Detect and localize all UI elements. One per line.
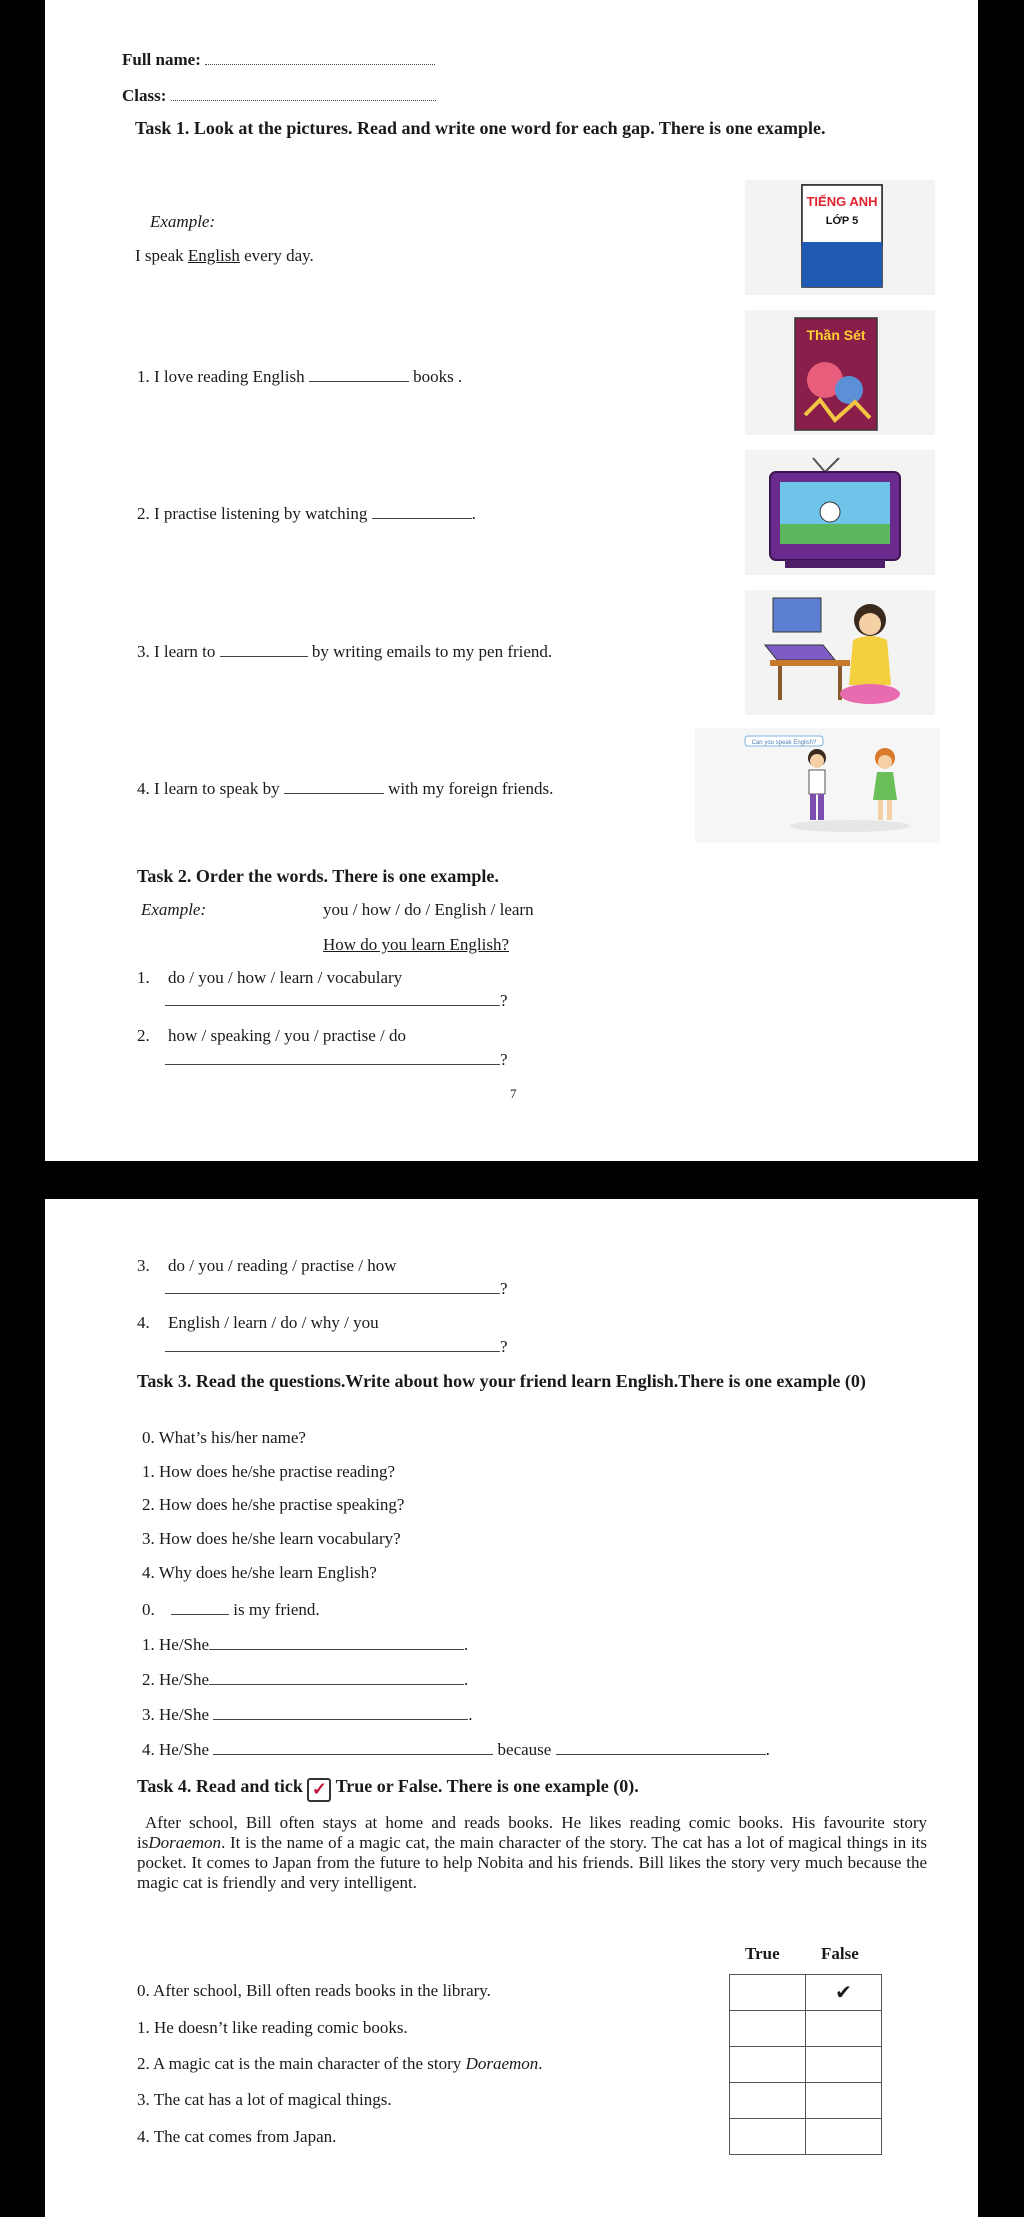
task2-item-3-gap[interactable] — [165, 1281, 500, 1294]
task1-item-3: 3. I learn to by writing emails to my pen friend. — [137, 642, 553, 661]
task2-item-2-gap[interactable] — [165, 1052, 500, 1065]
task4-statement-0: 0. After school, Bill often reads books in the library. — [137, 1981, 491, 2000]
task4-statement-4: 4. The cat comes from Japan. — [137, 2127, 337, 2146]
task3-answer-1: 1. He/She . — [142, 1635, 469, 1654]
task2-item-1-gap[interactable] — [165, 993, 500, 1006]
book-title: TIẾNG ANH — [806, 194, 878, 209]
task2-example-words: you / how / do / English / learn — [323, 900, 534, 919]
task4-passage: After school, Bill often stays at home and reads books. He likes reading comic books. His favourite story isDoraemon. It is the name of a magic cat, the main character of the story. The cat has a lot of magical things in its pocket. It comes to Japan from the future to help Nobita and his friends. Bill likes the story very much because the magic cat is friendly and very intelligent. — [137, 1813, 927, 1892]
task3-answer-2: 2. He/She . — [142, 1670, 469, 1689]
task3-question-0: 0. What’s his/her name? — [142, 1428, 306, 1447]
task4-title: Task 4. Read and tick ✓ True or False. There is one example (0). — [137, 1776, 639, 1802]
task3-answer-4-gap-a[interactable] — [213, 1742, 493, 1755]
task2-item-4-answer: ? — [165, 1337, 508, 1357]
class-field[interactable] — [171, 88, 436, 101]
task2-example-label: Example: — [141, 900, 207, 919]
true-cell-4[interactable] — [730, 2119, 806, 2155]
stray-mark: 7 — [510, 1086, 517, 1101]
true-cell-0[interactable] — [730, 1975, 806, 2011]
false-column-header: False — [821, 1944, 859, 1963]
task2-title: Task 2. Order the words. There is one example. — [137, 866, 499, 886]
task2-item-4: 4. English / learn / do / why / you — [137, 1313, 379, 1332]
task3-answer-4-gap-b[interactable] — [556, 1742, 766, 1755]
task3-answer-0-gap[interactable] — [171, 1602, 229, 1615]
comic-title: Thần Sét — [806, 327, 866, 343]
english-textbook-picture — [745, 180, 935, 295]
task3-answer-2-gap[interactable] — [209, 1672, 464, 1685]
task1-item-4: 4. I learn to speak by with my foreign friends. — [137, 779, 554, 798]
task3-title: Task 3. Read the questions.Write about how your friend learn English.There is one example (0) — [137, 1371, 866, 1391]
full-name-row — [122, 50, 435, 70]
full-name-label: Full name: — [122, 50, 201, 69]
task3-answer-1-gap[interactable] — [209, 1637, 464, 1650]
false-cell-0[interactable]: ✔ — [806, 1975, 882, 2011]
task3-question-2: 2. How does he/she practise speaking? — [142, 1495, 405, 1514]
television-picture — [745, 450, 935, 575]
task3-question-3: 3. How does he/she learn vocabulary? — [142, 1529, 401, 1548]
task1-item-4-gap[interactable] — [284, 781, 384, 794]
false-cell-4[interactable] — [806, 2119, 882, 2155]
worksheet-page-1 — [45, 0, 978, 1161]
task3-answer-4: 4. He/She because . — [142, 1740, 770, 1759]
true-cell-1[interactable] — [730, 2011, 806, 2047]
task1-item-1-gap[interactable] — [309, 369, 409, 382]
task2-item-3: 3. do / you / reading / practise / how — [137, 1256, 397, 1275]
false-cell-3[interactable] — [806, 2083, 882, 2119]
full-name-field[interactable] — [205, 52, 435, 65]
children-talking-picture — [695, 728, 940, 843]
task2-item-3-answer: ? — [165, 1279, 508, 1299]
task1-item-3-gap[interactable] — [220, 644, 308, 657]
task4-statement-1: 1. He doesn’t like reading comic books. — [137, 2018, 408, 2037]
true-false-table — [729, 1974, 882, 2155]
task4-statement-3: 3. The cat has a lot of magical things. — [137, 2090, 392, 2109]
table-row — [730, 1975, 882, 2011]
task2-item-2-answer: ? — [165, 1050, 508, 1070]
task3-answer-0: 0. is my friend. — [142, 1600, 320, 1619]
task1-item-2: 2. I practise listening by watching . — [137, 504, 476, 523]
task1-example-sentence: I speak English every day. — [135, 246, 314, 265]
speech-bubble-text: Can you speak English? — [751, 740, 817, 746]
task1-item-2-gap[interactable] — [372, 506, 472, 519]
task1-item-1: 1. I love reading English books . — [137, 367, 463, 386]
false-cell-2[interactable] — [806, 2047, 882, 2083]
true-cell-2[interactable] — [730, 2047, 806, 2083]
worksheet-page-2 — [45, 1199, 978, 2217]
task2-item-4-gap[interactable] — [165, 1339, 500, 1352]
task3-question-1: 1. How does he/she practise reading? — [142, 1462, 396, 1481]
task2-item-2: 2. how / speaking / you / practise / do — [137, 1026, 406, 1045]
book-grade: LỚP 5 — [825, 215, 859, 227]
task3-question-4: 4. Why does he/she learn English? — [142, 1563, 377, 1582]
class-label: Class: — [122, 86, 167, 105]
task2-example-answer: How do you learn English? — [323, 935, 510, 954]
table-row — [730, 2083, 882, 2119]
task1-example-label: Example: — [150, 212, 216, 231]
table-row — [730, 2119, 882, 2155]
true-column-header: True — [745, 1944, 780, 1963]
task2-item-1: 1. do / you / how / learn / vocabulary — [137, 968, 403, 987]
girl-with-laptop-picture — [745, 590, 935, 715]
tick-box-icon: ✓ — [307, 1778, 331, 1802]
false-cell-1[interactable] — [806, 2011, 882, 2047]
table-row — [730, 2011, 882, 2047]
task2-item-1-answer: ? — [165, 991, 508, 1011]
task3-answer-3: 3. He/She . — [142, 1705, 473, 1724]
task4-statement-2: 2. A magic cat is the main character of the story Doraemon. — [137, 2054, 543, 2073]
task1-title: Task 1. Look at the pictures. Read and write one word for each gap. There is one example. — [135, 118, 826, 138]
table-row — [730, 2047, 882, 2083]
task1-example-answer: English — [187, 246, 240, 265]
comic-book-picture — [745, 310, 935, 435]
task3-answer-3-gap[interactable] — [213, 1707, 468, 1720]
true-cell-3[interactable] — [730, 2083, 806, 2119]
class-row — [122, 86, 436, 106]
